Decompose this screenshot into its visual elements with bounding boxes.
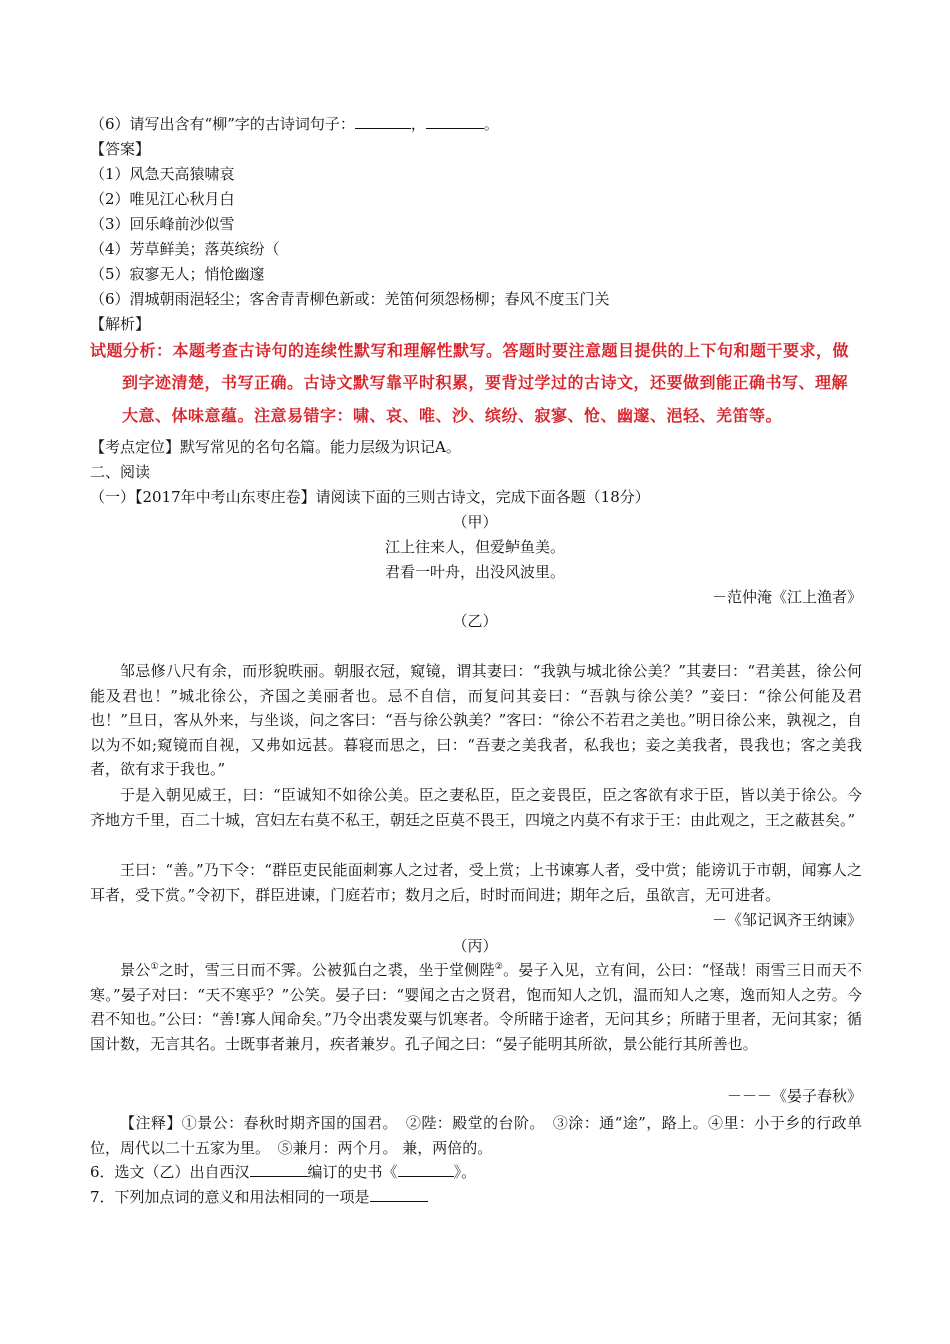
- passage-source: －－－《晏子春秋》: [726, 1087, 862, 1105]
- passage-paragraph: 于是入朝见威王，曰：“臣诚知不如徐公美。臣之妻私臣，臣之妾畏臣，臣之客欲有求于臣，皆以美于徐公。今齐地方千里，百二十城，宫妇左右莫不私王，朝廷之臣莫不畏王，四境之内莫不有求于王：由此观之，王之蔽甚矣。”: [90, 786, 862, 829]
- text-run: 7．下列加点词的意义和用法相同的一项是: [90, 1188, 370, 1206]
- answer-item: （1）风急天高猿啸哀: [90, 165, 235, 183]
- question-6: [90, 1162, 476, 1182]
- text-run: 。晏子入见，立有间，公曰：“怪哉！雨雪三日而天不寒。”晏子对曰：“天不寒乎？”公笑。晏子曰：“婴闻之古之贤君，饱而知人之饥，温而知人之寒，逸而知人之劳。今君不知也。”公曰：“善!寡人闻命矣。”乃令出裘发粟与饥寒者。令所睹于途者，无问其乡；所睹于里者，无问其家；循国计数，无言其名。士既事者兼月，疾者兼岁。孔子闻之曰：“晏子能明其所欲，景公能行其所善也。: [90, 961, 862, 1053]
- answer-item: （4）芳草鲜美；落英缤纷（: [90, 240, 280, 258]
- answer-heading: 【答案】: [90, 140, 151, 158]
- text-run: 6．选文（乙）出自西汉: [90, 1163, 250, 1181]
- poem-line: 江上往来人，但爱鲈鱼美。: [384, 538, 565, 556]
- answer-blank[interactable]: [426, 114, 484, 129]
- answer-blank[interactable]: [355, 114, 411, 129]
- question-7: [90, 1187, 428, 1207]
- passage-label-yi: （乙）: [452, 612, 498, 630]
- answer-item: （6）渭城朝雨浥轻尘；客舍青青柳色新或：羌笛何须怨杨柳；春风不度玉门关: [90, 290, 610, 308]
- analysis-line: 试题分析：本题考查古诗句的连续性默写和理解性默写。答题时要注意题目提供的上下句和题干要求，做: [90, 341, 850, 360]
- text-run: 》。: [453, 1163, 477, 1181]
- poem-line: 君看一叶舟，出没风波里。: [384, 563, 565, 581]
- analysis-line: 到字迹清楚，书写正确。古诗文默写靠平时积累，要背过学过的古诗文，还要做到能正确书写、理解: [122, 373, 849, 392]
- footnote-marker: ②: [494, 962, 504, 972]
- question-6-prefix: （6）请写出含有“柳”字的古诗词句子：: [90, 115, 355, 133]
- answer-blank[interactable]: [250, 1162, 308, 1177]
- question-6-line: [90, 114, 499, 134]
- answer-blank[interactable]: [398, 1162, 454, 1177]
- passage-label-jia: （甲）: [452, 513, 498, 531]
- answer-blank[interactable]: [370, 1187, 428, 1202]
- text-run: 景公: [120, 961, 151, 979]
- reading-intro: （一）【2017年中考山东枣庄卷】请阅读下面的三则古诗文，完成下面各题（18分）: [90, 488, 650, 506]
- comma: ，: [410, 115, 426, 133]
- period: 。: [483, 115, 499, 133]
- text-run: 编订的史书《: [307, 1163, 398, 1181]
- section-heading: 二、阅读: [90, 463, 151, 481]
- footnote-marker: ①: [150, 962, 159, 972]
- analysis-heading: 【解析】: [90, 315, 151, 333]
- passage-paragraph: [90, 958, 862, 1056]
- passage-paragraph: 王曰：“善。”乃下令：“群臣吏民能面刺寡人之过者，受上赏；上书谏寡人者，受中赏；能谤讥于市朝，闻寡人之耳者，受下赏。”令初下，群臣进谏，门庭若市；数月之后，时时而间进；期年之后，虽欲言，无可进者。: [90, 861, 862, 904]
- passage-source: －范仲淹《江上渔者》: [711, 588, 862, 606]
- text-run: 之时，雪三日而不霁。公被狐白之裘，坐于堂侧陛: [158, 961, 495, 979]
- notes-paragraph: 【注释】①景公：春秋时期齐国的国君。 ②陛：殿堂的台阶。 ③涂：通“途”，路上。④里：小于乡的行政单位，周代以二十五家为里。 ⑤兼月：两个月。 兼，两倍的。: [90, 1114, 862, 1157]
- answer-item: （3）回乐峰前沙似雪: [90, 215, 235, 233]
- answer-item: （5）寂寥无人；悄怆幽邃: [90, 265, 265, 283]
- kaodian-line: 【考点定位】默写常见的名句名篇。能力层级为识记A。: [90, 438, 461, 456]
- passage-label-bing: （丙）: [452, 937, 498, 955]
- analysis-line: 大意、体味意蕴。注意易错字：啸、哀、唯、沙、缤纷、寂寥、怆、幽邃、浥轻、羌笛等。: [122, 406, 783, 425]
- answer-item: （2）唯见江心秋月白: [90, 190, 235, 208]
- passage-source: －《邹记讽齐王纳谏》: [711, 911, 862, 929]
- passage-paragraph: 邹忌修八尺有余，而形貌昳丽。朝服衣冠，窥镜，谓其妻曰：“我孰与城北徐公美？”其妻曰：“君美甚，徐公何能及君也！”城北徐公，齐国之美丽者也。忌不自信，而复问其妾曰：“吾孰与徐公美？”妾曰：“徐公何能及君也！”旦日，客从外来，与坐谈，问之客曰：“吾与徐公孰美？”客曰：“徐公不若君之美也。”明日徐公来，孰视之，自以为不如;窥镜而自视，又弗如远甚。暮寝而思之，曰：“吾妻之美我者，私我也；妾之美我者，畏我也；客之美我者，欲有求于我也。”: [90, 662, 862, 779]
